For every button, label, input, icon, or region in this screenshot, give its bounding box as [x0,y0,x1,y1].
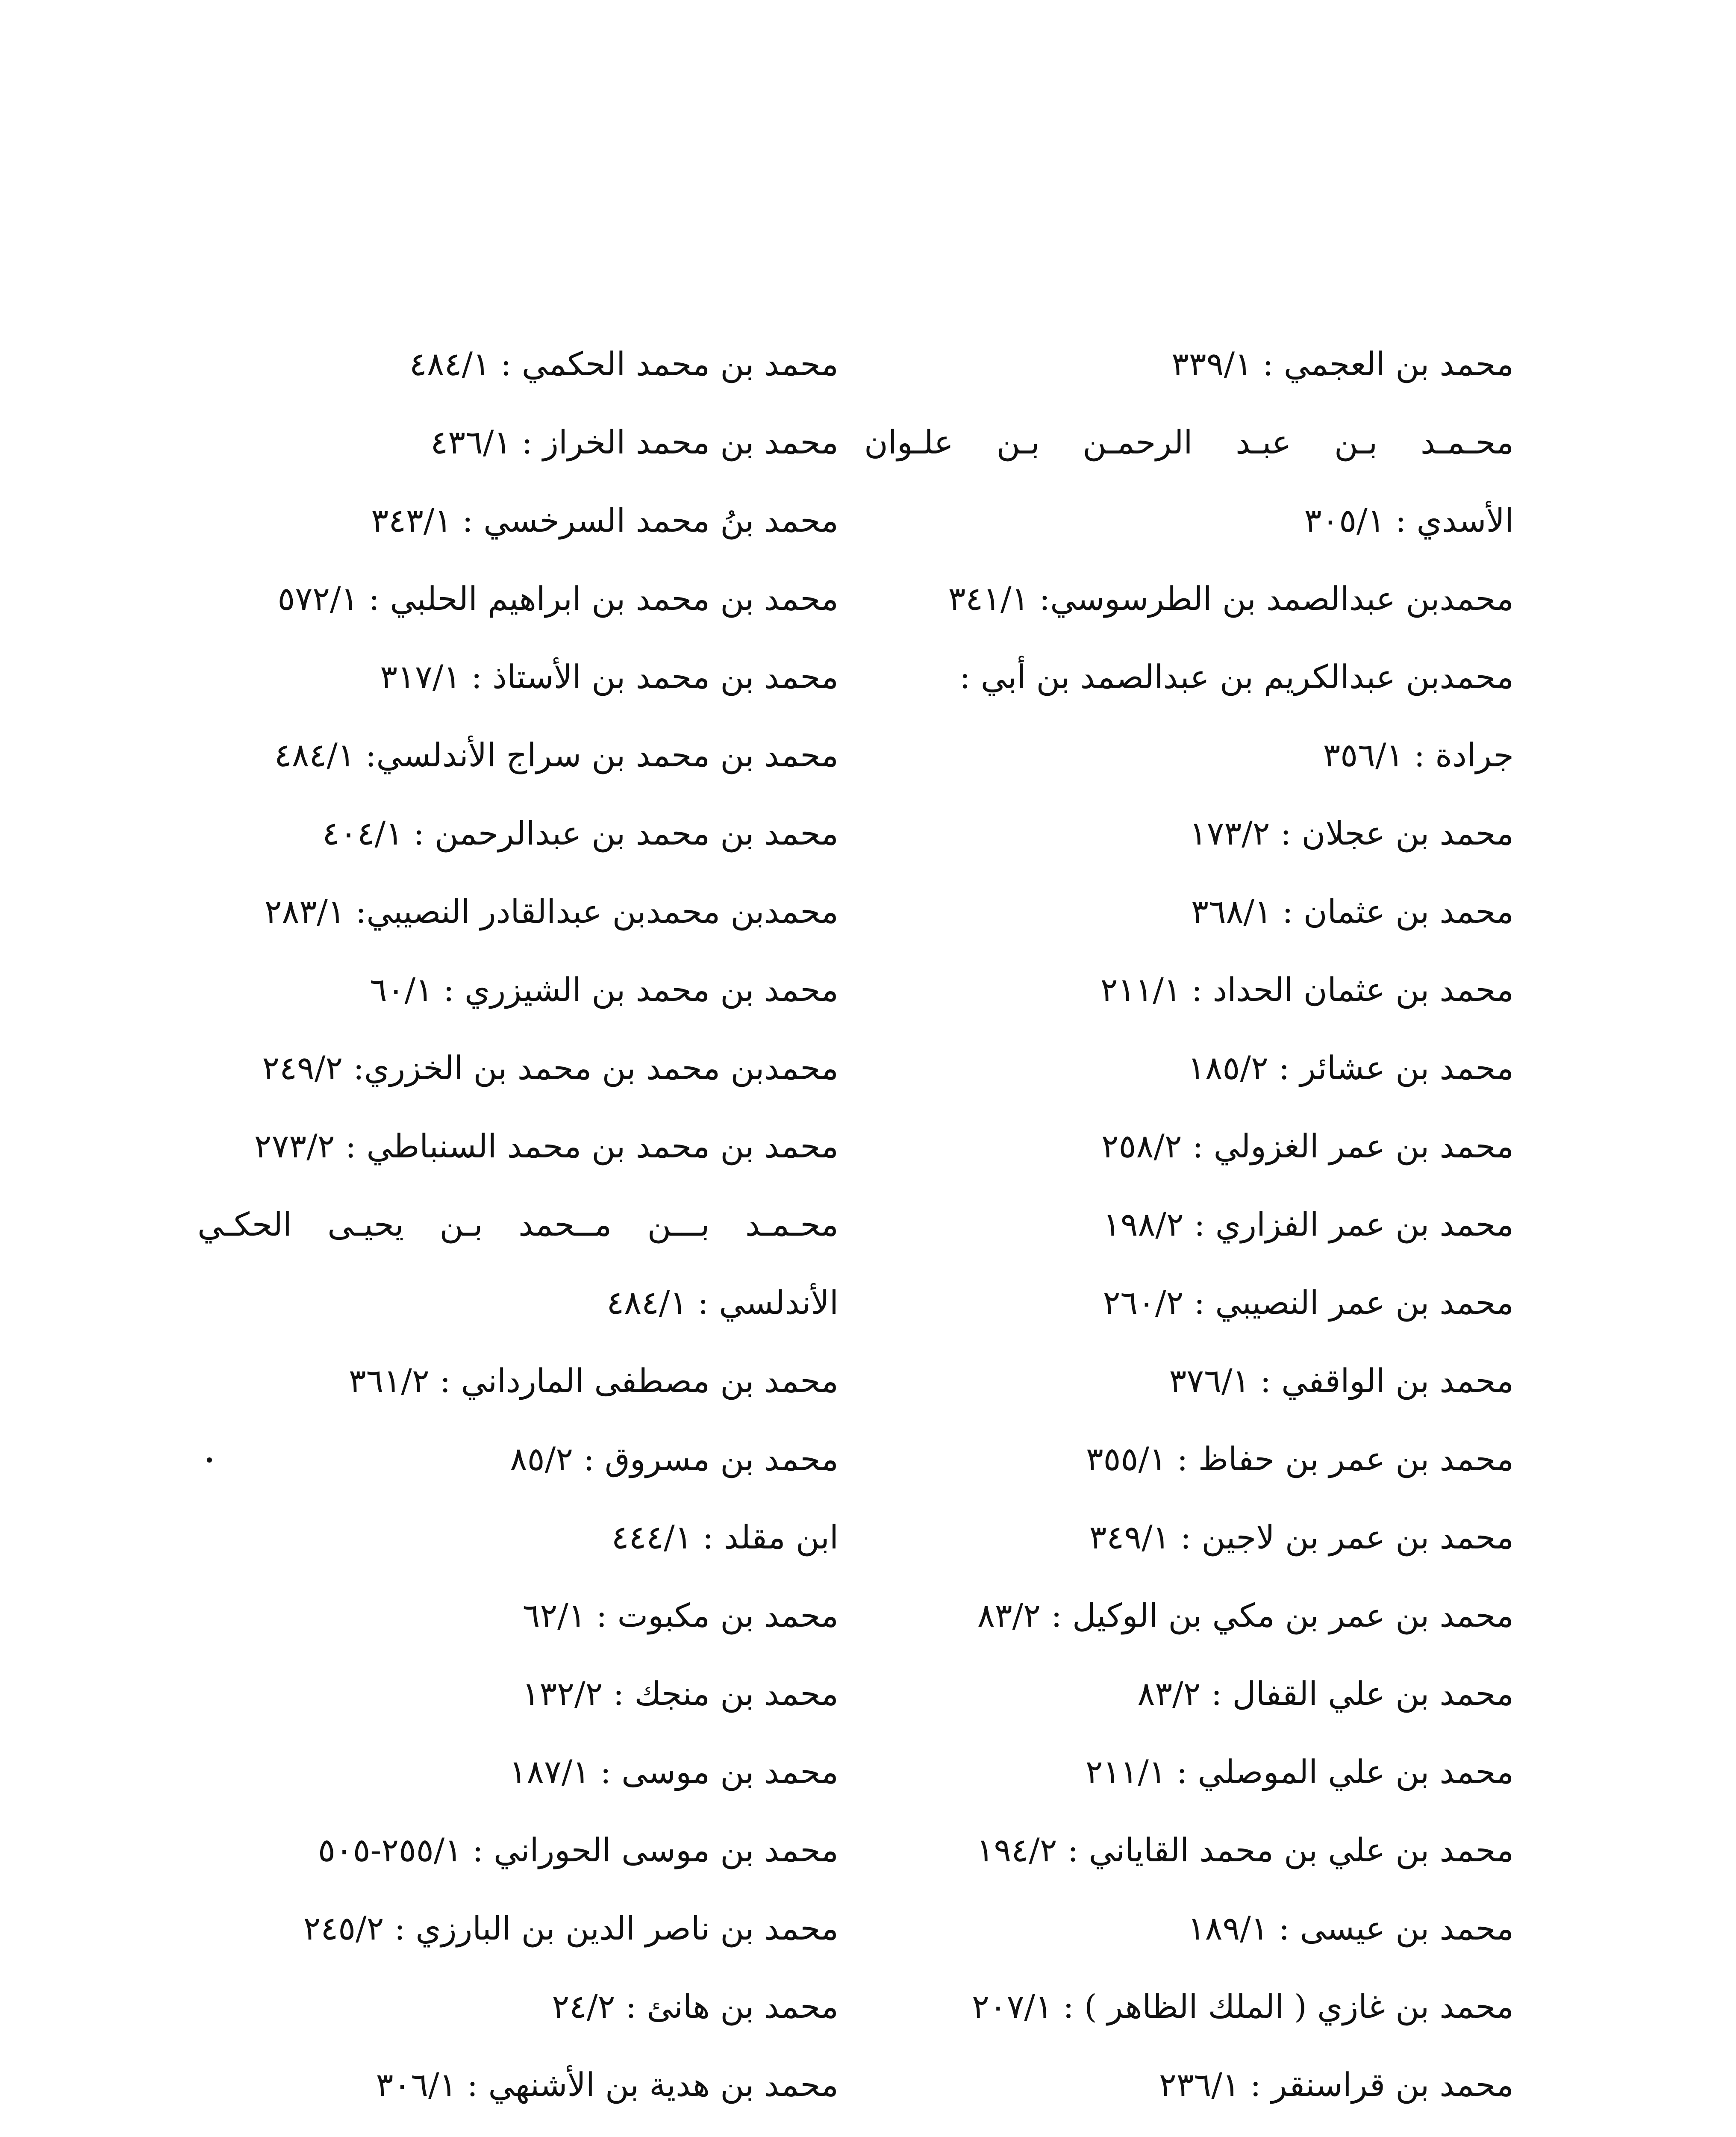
index-entry [197,2124,839,2137]
index-entry: محمد بن عجلان : ١٧٣/٢ [1189,814,1514,852]
index-entry: محمد بن غازي ( الملك الظاهر ) : ٢٠٧/١ [972,1987,1514,2025]
index-entry: محمد بن علي بن محمد القاياني : ١٩٤/٢ [976,1831,1514,1869]
index-entry: محمد بن عيسى : ١٨٩/١ [1187,1909,1514,1947]
index-entry: محمد بن مصطفى المارداني : ٣٦١/٢ [348,1362,839,1400]
scan-speck [207,1457,212,1463]
index-entry: محمد بن مسروق : ٨٥/٢ [509,1440,839,1478]
index-entry: محمد بن عمر بن حفاظ : ٣٥٥/١ [1086,1440,1514,1478]
index-entry: محمد بن محمد بن الشيزري : ٦٠/١ [370,971,839,1009]
index-entry: محمد بن عمر بن مكي بن الوكيل : ٨٣/٢ [977,1596,1514,1634]
index-entry: محمد بن محمد الحكمي : ٤٨٤/١ [409,345,839,383]
index-entry: محمد بن محمد الخراز : ٤٣٦/١ [430,423,839,461]
index-entry: محمد بن محمد بن ابراهيم الحلبي : ٥٧٢/١ [277,580,839,618]
index-entry: ابن مقلد : ٤٤٤/١ [611,1518,839,1556]
index-entry: محمد بنُ محمد السرخسي : ٣٤٣/١ [371,501,839,539]
index-entry: محمد بن منجك : ١٣٢/٢ [522,1675,839,1713]
index-entry: محمد بن عمر النصيبي : ٢٦٠/٢ [1103,1283,1514,1322]
index-entry: محمد بن قراسنقر : ٢٣٦/١ [1159,2066,1514,2104]
index-entry: محمد بن هدية بن الأشنهي : ٣٠٦/١ [376,2066,839,2104]
index-entry: محمد بن مكبوت : ٦٢/١ [522,1596,839,1634]
index-entry: محمد بن الواقفي : ٣٧٦/١ [1169,1362,1514,1400]
index-entry: محمد بن موسى : ١٨٧/١ [509,1753,839,1791]
index-entry: محمد بن عمر الغزولي : ٢٥٨/٢ [1101,1127,1514,1165]
index-entry: الأندلسي : ٤٨٤/١ [606,1283,839,1322]
index-entry: محمد بن العجمي : ٣٣٩/١ [1171,345,1514,383]
index-entry: محمد بن علي الموصلي : ٢١١/١ [1085,1753,1514,1791]
index-entry: محـمـد بـن عبـد الرحمـن بـن علـوان [864,423,1514,461]
index-entry: محمد بن ناصر الدين بن البارزي : ٢٤٥/٢ [303,1909,839,1947]
index-entry: محمد بن محمد بن محمد السنباطي : ٢٧٣/٢ [254,1127,839,1165]
index-entry: محمد بن عثمان : ٣٦٨/١ [1191,892,1514,930]
index-entry: محمدبن محمدبن عبدالقادر النصيبي: ٢٨٣/١ [264,892,839,930]
index-entry: محمد بن محمد بن سراج الأندلسي: ٤٨٤/١ [274,736,839,774]
index-column-left [197,325,839,2137]
index-entry: محمد بن عمر الفزاري : ١٩٨/٢ [1103,1205,1514,1243]
index-entry: محمد بن عشائر : ١٨٥/٢ [1187,1049,1514,1087]
index-entry [864,2124,1514,2137]
index-entry: محمد بن هانئ : ٢٤/٢ [552,1987,839,2025]
index-entry: محمد بن عثمان الحداد : ٢١١/١ [1100,971,1514,1009]
index-entry: محمد بن محمد بن عبدالرحمن : ٤٠٤/١ [322,814,839,852]
index-entry: محـمـد بـــن مــحمد بـن يحيـى الحكـي [197,1205,839,1243]
index-column-right [864,325,1514,2137]
index-entry: جرادة : ٣٥٦/١ [1323,736,1514,774]
index-entry: محمد بن علي القفال : ٨٣/٢ [1137,1675,1514,1713]
index-entry: الأسدي : ٣٠٥/١ [1304,501,1514,539]
index-entry: محمد بن عمر بن لاجين : ٣٤٩/١ [1089,1518,1514,1556]
index-entry: محمدبن عبدالكريم بن عبدالصمد بن أبي : [959,658,1514,696]
index-entry: محمد بن محمد بن الأستاذ : ٣١٧/١ [380,658,839,696]
index-entry: محمد بن موسى الحوراني : ٢٥٥/١-٥٠٥ [318,1831,839,1869]
index-entry: محمدبن محمد بن محمد بن الخزري: ٢٤٩/٢ [262,1049,839,1087]
index-entry: محمدبن عبدالصمد بن الطرسوسي: ٣٤١/١ [948,580,1514,618]
